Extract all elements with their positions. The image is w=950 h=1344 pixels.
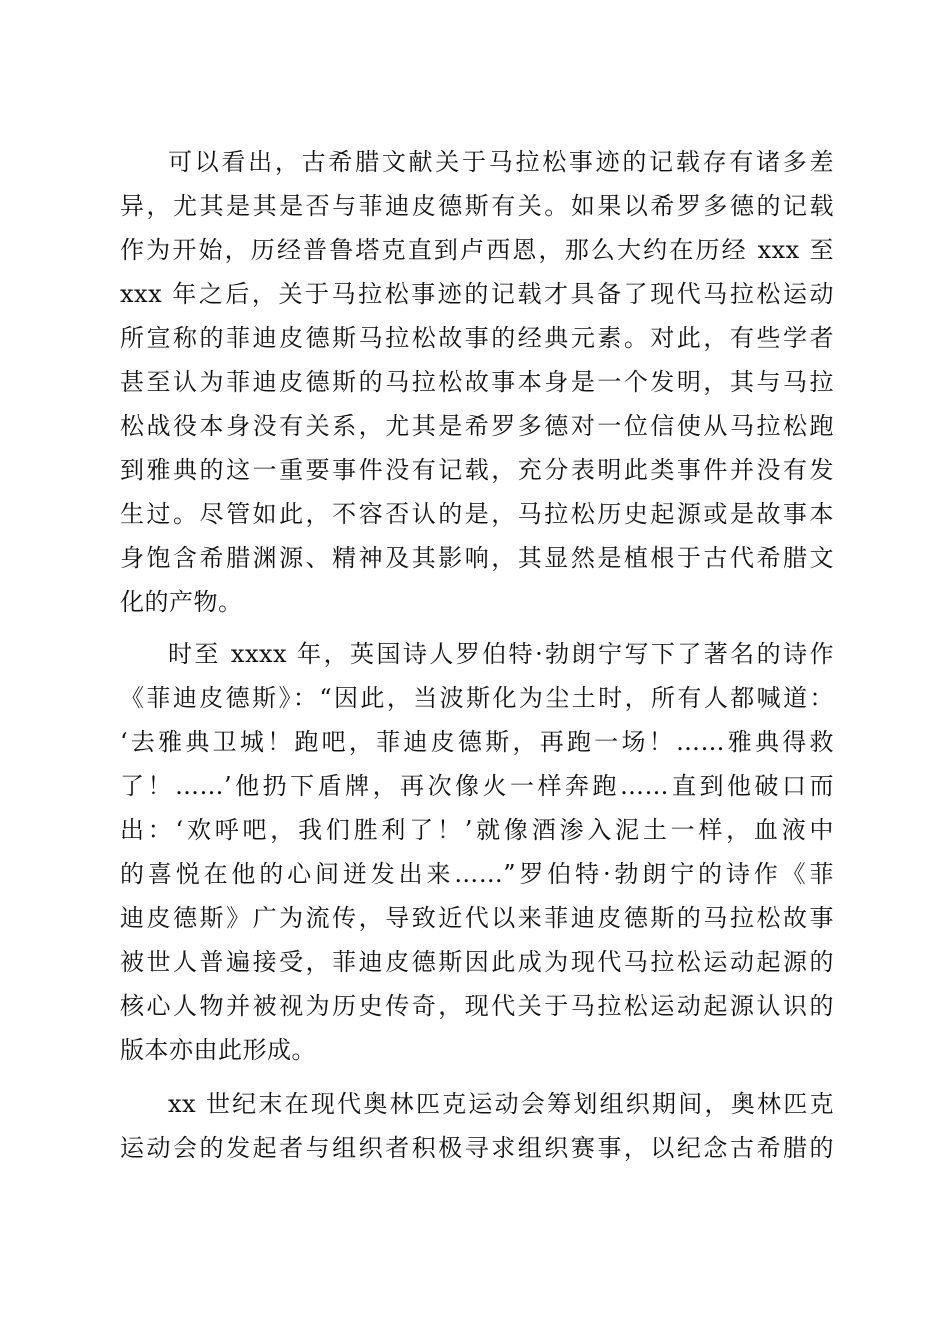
text-line: 可以看出，古希腊文献关于马拉松事迹的记载存有诸多差 [168, 148, 834, 176]
text-line: 甚至认为菲迪皮德斯的马拉松故事本身是一个发明，其与马拉 [120, 368, 834, 396]
text-line: 《菲迪皮德斯》：“因此，当波斯化为尘土时，所有人都喊道： [120, 684, 834, 712]
text-line: 核心人物并被视为历史传奇，现代关于马拉松运动起源认识的 [120, 992, 834, 1020]
text-line: 身饱含希腊渊源、精神及其影响，其显然是植根于古代希腊文 [120, 544, 834, 572]
text-line: 被世人普遍接受，菲迪皮德斯因此成为现代马拉松运动起源的 [120, 948, 834, 976]
text-line: 化的产物。 [120, 588, 243, 616]
text-line: 生过。尽管如此，不容否认的是，马拉松历史起源或是故事本 [120, 500, 834, 528]
text-line: ‘去雅典卫城！跑吧，菲迪皮德斯，再跑一场！……雅典得救 [120, 728, 834, 756]
text-line: 作为开始，历经普鲁塔克直到卢西恩，那么大约在历经 xxx 至 [120, 236, 834, 264]
text-line: 了！……’他扔下盾牌，再次像火一样奔跑……直到他破口而 [120, 772, 834, 800]
text-line: 所宣称的菲迪皮德斯马拉松故事的经典元素。对此，有些学者 [120, 324, 834, 352]
text-line: 迪皮德斯》广为流传，导致近代以来菲迪皮德斯的马拉松故事 [120, 904, 834, 932]
text-line: 异，尤其是其是否与菲迪皮德斯有关。如果以希罗多德的记载 [120, 192, 834, 220]
text-line: 出：‘欢呼吧，我们胜利了！’就像酒渗入泥土一样，血液中 [120, 816, 834, 844]
text-line: 的喜悦在他的心间迸发出来……”罗伯特·勃朗宁的诗作《菲 [120, 860, 834, 888]
text-line: 版本亦由此形成。 [120, 1036, 316, 1064]
text-line: 到雅典的这一重要事件没有记载，充分表明此类事件并没有发 [120, 456, 834, 484]
text-line: 运动会的发起者与组织者积极寻求组织赛事，以纪念古希腊的 [120, 1134, 834, 1162]
text-line: 松战役本身没有关系，尤其是希罗多德对一位信使从马拉松跑 [120, 412, 834, 440]
text-line: xxx 年之后，关于马拉松事迹的记载才具备了现代马拉松运动 [120, 280, 834, 308]
text-line: 时至 xxxx 年，英国诗人罗伯特·勃朗宁写下了著名的诗作 [168, 640, 834, 668]
text-line: xx 世纪末在现代奥林匹克运动会筹划组织期间，奥林匹克 [168, 1090, 834, 1118]
